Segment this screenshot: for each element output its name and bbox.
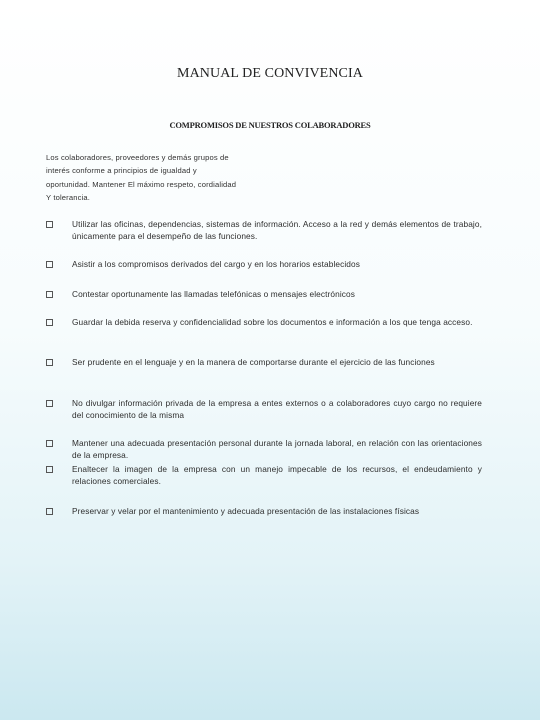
checkbox-bullet-icon <box>46 221 53 228</box>
checkbox-bullet-icon <box>46 359 53 366</box>
checkbox-bullet-icon <box>46 400 53 407</box>
list-item-text: Guardar la debida reserva y confidencialidad sobre los documentos e información a los que tenga acceso. <box>72 317 473 327</box>
list-item-text: Utilizar las oficinas, dependencias, sistemas de información. Acceso a la red y demás elementos de trabajo, únicamente para el desempeño de las funciones. <box>72 219 482 241</box>
list-item-text: Ser prudente en el lenguaje y en la manera de comportarse durante el ejercicio de las funciones <box>72 357 435 367</box>
list-item-text: Enaltecer la imagen de la empresa con un manejo impecable de los recursos, el endeudamiento y relaciones comerciales. <box>72 464 482 486</box>
checkbox-bullet-icon <box>46 291 53 298</box>
section-subtitle: COMPROMISOS DE NUESTROS COLABORADORES <box>169 120 371 130</box>
intro-paragraph <box>46 151 276 204</box>
list-item-text: Mantener una adecuada presentación personal durante la jornada laboral, en relación con las orientaciones de la empresa. <box>72 438 482 460</box>
checkbox-bullet-icon <box>46 508 53 515</box>
list-item-text: Preservar y velar por el mantenimiento y adecuada presentación de las instalaciones físicas <box>72 506 420 516</box>
checkbox-bullet-icon <box>46 319 53 326</box>
intro-line: Y tolerancia. <box>46 192 91 202</box>
intro-line: interés conforme a principios de igualdad y <box>46 166 197 176</box>
list-item-text: No divulgar información privada de la empresa a entes externos o a colaboradores cuyo cargo no requiere del conocimiento de la misma <box>72 398 482 420</box>
checkbox-bullet-icon <box>46 440 53 447</box>
checkbox-bullet-icon <box>46 261 53 268</box>
intro-line: oportunidad. Mantener El máximo respeto, cordialidad <box>46 179 237 189</box>
list-item-text: Contestar oportunamente las llamadas telefónicas o mensajes electrónicos <box>72 289 355 299</box>
page-title: MANUAL DE CONVIVENCIA <box>177 66 363 81</box>
checkbox-bullet-icon <box>46 466 53 473</box>
list-item-text: Asistir a los compromisos derivados del cargo y en los horarios establecidos <box>72 259 360 269</box>
intro-line: Los colaboradores, proveedores y demás grupos de <box>46 153 229 162</box>
